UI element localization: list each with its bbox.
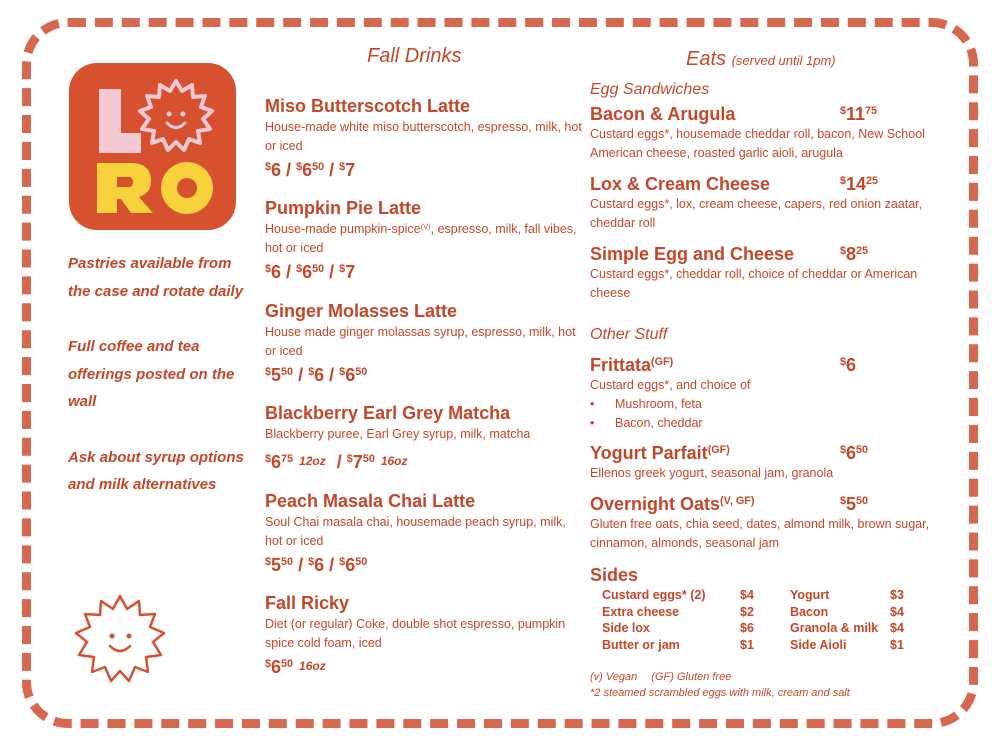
vegan-note: (v) Vegan [590, 671, 638, 683]
side-notes [68, 250, 248, 527]
drink-desc: House-made pumpkin-spice$^{(V)}$, espresso, milk, fall vibes, hot or iced [265, 221, 577, 255]
eat-price: $^{\$}14^{25}$ [840, 174, 879, 194]
eat-desc: Custard eggs*, and choice of [590, 378, 751, 392]
eat-price: $^{\$}8^{25}$ [840, 244, 869, 264]
sides-title: Sides [590, 565, 639, 585]
table-row: Bacon $4 [790, 604, 904, 619]
table-row: Side Aioli $1 [790, 637, 904, 652]
drink-price: $^{\$}6 / ^{\$}6^{50} / ^{\$}7$ [265, 262, 356, 282]
drink-price: $^{\$}6 / ^{\$}6^{50} / ^{\$}7$ [265, 160, 356, 180]
frittata-options [590, 395, 950, 433]
eat-desc: Custard eggs*, housemade cheddar roll, bacon, New School American cheese, roasted garlic aioli, arugula [590, 127, 925, 160]
drink-price: $^{\$}5^{50} / ^{\$}6 / ^{\$}6^{50}$ [265, 555, 368, 575]
drink-name: Ginger Molasses Latte [265, 301, 458, 321]
table-row: Custard eggs* (2) $4 [602, 588, 754, 602]
eat-desc: Ellenos greek yogurt, seasonal jam, granola [590, 466, 834, 480]
drink-price: $^{\$}5^{50} / ^{\$}6 / ^{\$}6^{50}$ [265, 365, 368, 385]
sides-right [790, 588, 904, 654]
drink-price: $^{\$}6^{75}$ $12oz / ^{\$}7^{50}$ 16oz [265, 452, 408, 472]
eat-desc: Custard eggs*, lox, cream cheese, capers, red onion zaatar, cheddar roll [590, 197, 923, 230]
eats-heading: Eats (served until 1pm) [686, 48, 836, 70]
side-note-syrup: Ask about syrup options and milk alternatives [68, 448, 244, 493]
list-item: • Bacon, cheddar [590, 414, 950, 433]
eat-price: $^{\$}11^{75}$ [840, 104, 878, 124]
eat-desc: Gluten free oats, chia seed, dates, almond milk, brown sugar, cinnamon, almonds, seasonal jam [590, 517, 930, 550]
eat-price: $^{\$}5^{50}$ [840, 494, 869, 514]
drinks-heading: Fall Drinks [367, 45, 462, 67]
table-row: Extra cheese $2 [602, 604, 754, 619]
eat-item [590, 244, 950, 303]
drink-price: $^{\$}6^{50}$ 16oz [265, 657, 326, 677]
eat-price: $6 [840, 355, 857, 375]
eat-desc: Custard eggs*, cheddar roll, choice of cheddar or American cheese [590, 267, 918, 300]
drink-item [265, 95, 585, 181]
drink-desc: House-made white miso butterscotch, espresso, milk, hot or iced [265, 120, 582, 153]
other-stuff-label: Other Stuff [590, 326, 668, 343]
drink-item [265, 300, 585, 386]
eat-item [590, 494, 950, 553]
eat-name: Simple Egg and Cheese [590, 244, 795, 264]
table-row: Side lox $6 [602, 621, 754, 635]
sun-icon [70, 590, 170, 690]
eat-name: Lox & Cream Cheese [590, 174, 771, 194]
gf-note: (GF) Gluten free [651, 671, 732, 683]
eat-item [590, 104, 950, 163]
drink-name: Pumpkin Pie Latte [265, 198, 422, 218]
eat-price: $^{\$}6^{50}$ [840, 443, 869, 463]
eat-name: Yogurt Parfait$^{(GF)}$ [590, 443, 730, 463]
drink-name: Fall Ricky [265, 593, 350, 613]
eat-name: Bacon & Arugula [590, 104, 736, 124]
eat-name: Frittata$^{(GF)}$ [590, 355, 674, 375]
drink-name: Blackberry Earl Grey Matcha [265, 403, 511, 423]
drink-item [265, 197, 585, 283]
drink-item [265, 490, 585, 576]
drink-desc: Diet (or regular) Coke, double shot espresso, pumpkin spice cold foam, iced [265, 617, 566, 650]
drink-desc: Soul Chai masala chai, housemade peach syrup, milk, hot or iced [265, 515, 566, 548]
drink-item [265, 402, 585, 473]
table-row: Yogurt $3 [790, 588, 904, 602]
eat-item [590, 443, 950, 483]
table-row: Butter or jam $1 [602, 637, 754, 652]
egg-sandwiches-label: Egg Sandwiches [590, 81, 710, 98]
drink-desc: Blackberry puree, Earl Grey syrup, milk, matcha [265, 427, 531, 441]
drink-item [265, 592, 585, 678]
footnotes [590, 669, 850, 701]
drink-name: Peach Masala Chai Latte [265, 491, 476, 511]
list-item: • Mushroom, feta [590, 395, 950, 414]
side-note-coffee: Full coffee and tea offerings posted on the wall [68, 338, 235, 410]
eat-name: Overnight Oats$^{(V, GF)}$ [590, 494, 755, 514]
drink-name: Miso Butterscotch Latte [265, 96, 471, 116]
sides-left [602, 588, 754, 654]
table-row: Granola & milk $4 [790, 621, 904, 635]
eggs-note: *2 steamed scrambled eggs with milk, cream and salt [590, 687, 850, 699]
drink-desc: House made ginger molassas syrup, espresso, milk, hot or iced [265, 325, 576, 358]
eat-item [590, 174, 950, 233]
loro-logo [69, 63, 236, 230]
eat-item [590, 355, 950, 433]
side-note-pastries: Pastries available from the case and rotate daily [68, 255, 244, 300]
